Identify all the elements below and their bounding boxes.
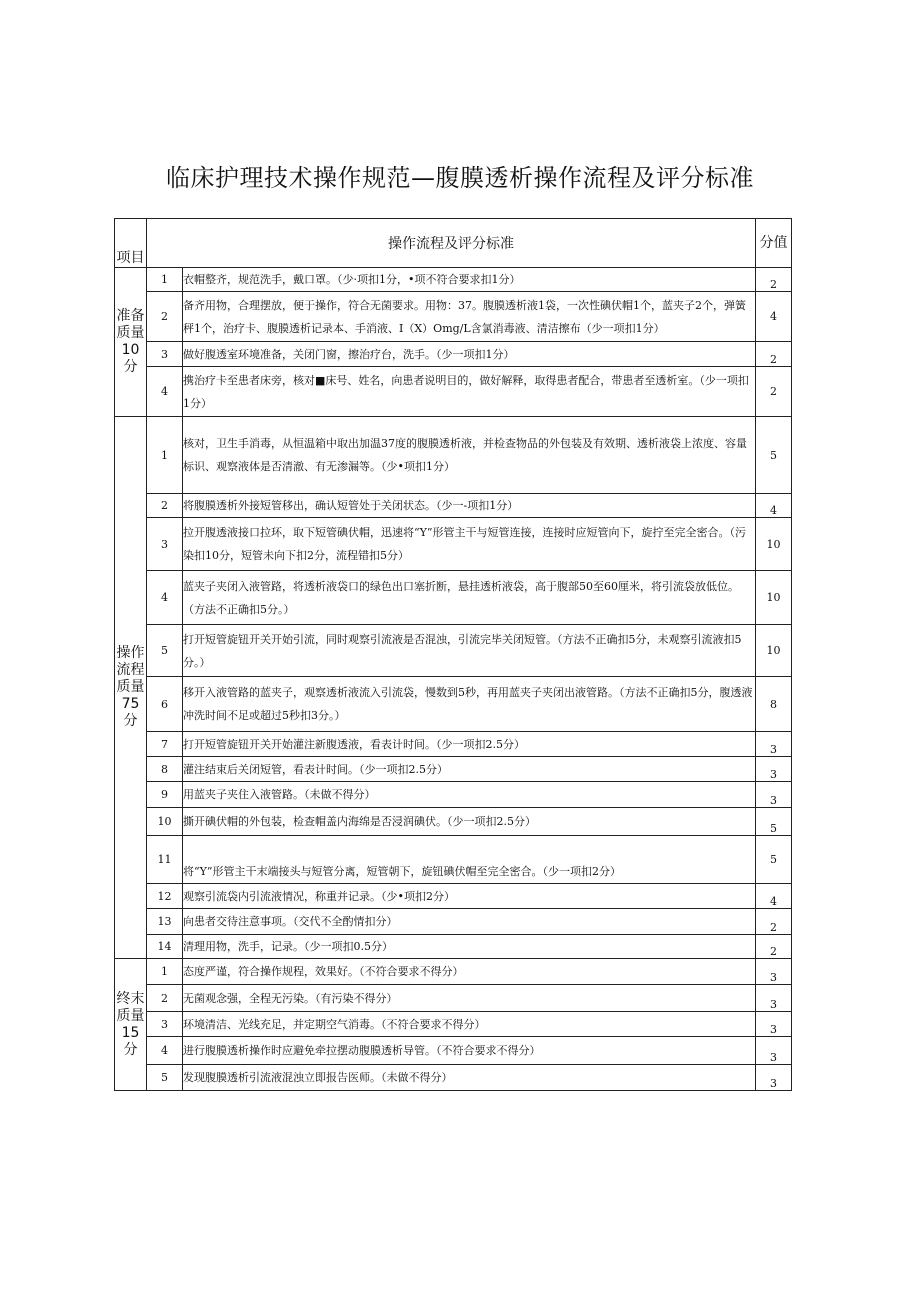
header-project: 项目 bbox=[115, 219, 147, 268]
item-number: 1 bbox=[147, 417, 183, 494]
item-number: 3 bbox=[147, 1012, 183, 1037]
item-number: 7 bbox=[147, 732, 183, 757]
table-row bbox=[115, 571, 792, 625]
item-description: 环境清洁、光线充足，并定期空气消毒。（不符合要求不得分） bbox=[183, 1012, 756, 1037]
item-description: 用蓝夹子夹住入液管路。（未做不得分） bbox=[183, 782, 756, 808]
item-score: 4 bbox=[756, 884, 792, 909]
item-score: 3 bbox=[756, 1065, 792, 1091]
item-score: 2 bbox=[756, 909, 792, 935]
section-label: 准备质量10分 bbox=[115, 268, 147, 417]
item-number: 2 bbox=[147, 494, 183, 518]
table-row bbox=[115, 935, 792, 959]
item-description: 发现腹膜透析引流液混浊立即报告医师。（未做不得分） bbox=[183, 1065, 756, 1091]
item-number: 9 bbox=[147, 782, 183, 808]
page-title: 临床护理技术操作规范—腹膜透析操作流程及评分标准 bbox=[166, 164, 754, 192]
item-score: 2 bbox=[756, 342, 792, 367]
item-description: 撕开碘伏帽的外包装，检查帽盖内海绵是否浸润碘伏。（少一项扣2.5分） bbox=[183, 808, 756, 836]
item-number: 8 bbox=[147, 757, 183, 782]
table-header-row bbox=[115, 219, 792, 268]
item-description: 进行腹膜透析操作时应避免牵拉摆动腹膜透析导管。（不符合要求不得分） bbox=[183, 1037, 756, 1065]
item-score: 3 bbox=[756, 1037, 792, 1065]
section-label: 操作流程质量75分 bbox=[115, 417, 147, 959]
table-row bbox=[115, 959, 792, 985]
item-score: 10 bbox=[756, 571, 792, 625]
table-row bbox=[115, 518, 792, 571]
item-number: 4 bbox=[147, 367, 183, 417]
item-description: 观察引流袋内引流液情况，称重并记录。（少•项扣2分） bbox=[183, 884, 756, 909]
item-number: 12 bbox=[147, 884, 183, 909]
item-score: 4 bbox=[756, 292, 792, 342]
item-score: 4 bbox=[756, 494, 792, 518]
item-description: 做好腹透室环境准备，关闭门窗，擦治疗台，洗手。（少一项扣1分） bbox=[183, 342, 756, 367]
item-description: 衣帽整齐，规范洗手，戴口罩。（少·项扣1分，•项不符合要求扣1分） bbox=[183, 268, 756, 292]
item-score: 10 bbox=[756, 625, 792, 677]
section-label: 终末质量15分 bbox=[115, 959, 147, 1091]
item-description: 移开入液管路的蓝夹子，观察透析液流入引流袋，慢数到5秒，再用蓝夹子夹闭出液管路。（方法不正确扣5分，腹透液冲洗时间不足或超过5秒扣3分。） bbox=[183, 677, 756, 732]
table-row bbox=[115, 268, 792, 292]
item-score: 10 bbox=[756, 518, 792, 571]
item-number: 1 bbox=[147, 959, 183, 985]
item-score: 3 bbox=[756, 782, 792, 808]
item-score: 3 bbox=[756, 959, 792, 985]
table-row bbox=[115, 292, 792, 342]
item-number: 5 bbox=[147, 625, 183, 677]
item-description: 打开短管旋钮开关开始引流，同时观察引流液是否混浊，引流完毕关闭短管。（方法不正确扣5分，未观察引流液扣5分。） bbox=[183, 625, 756, 677]
table-row bbox=[115, 808, 792, 836]
item-description: 将腹膜透析外接短管移出，确认短管处于关闭状态。（少一-项扣1分） bbox=[183, 494, 756, 518]
item-number: 11 bbox=[147, 836, 183, 884]
item-number: 4 bbox=[147, 571, 183, 625]
item-score: 3 bbox=[756, 757, 792, 782]
item-score: 2 bbox=[756, 367, 792, 417]
item-number: 3 bbox=[147, 518, 183, 571]
header-procedure: 操作流程及评分标准 bbox=[147, 219, 756, 268]
item-score: 3 bbox=[756, 1012, 792, 1037]
table-row bbox=[115, 757, 792, 782]
item-score: 5 bbox=[756, 808, 792, 836]
header-score: 分值 bbox=[756, 219, 792, 268]
table-row bbox=[115, 732, 792, 757]
item-score: 2 bbox=[756, 268, 792, 292]
item-description: 打开短管旋钮开关开始灌注新腹透液，看表计时间。（少一项扣2.5分） bbox=[183, 732, 756, 757]
item-score: 5 bbox=[756, 836, 792, 884]
item-description: 蓝夹子夹闭入液管路，将透析液袋口的绿色出口塞折断，悬挂透析液袋，高于腹部50至60厘米，将引流袋放低位。（方法不正确扣5分。） bbox=[183, 571, 756, 625]
item-number: 5 bbox=[147, 1065, 183, 1091]
item-description: 清理用物，洗手，记录。（少一项扣0.5分） bbox=[183, 935, 756, 959]
table-row bbox=[115, 367, 792, 417]
table-row bbox=[115, 625, 792, 677]
item-number: 3 bbox=[147, 342, 183, 367]
item-description: 态度严谨，符合操作规程，效果好。（不符合要求不得分） bbox=[183, 959, 756, 985]
item-number: 4 bbox=[147, 1037, 183, 1065]
table-row bbox=[115, 782, 792, 808]
item-description: 灌注结束后关闭短管，看表计时间。（少一项扣2.5分） bbox=[183, 757, 756, 782]
item-description: 无菌观念强，全程无污染。（有污染不得分） bbox=[183, 985, 756, 1012]
table-row bbox=[115, 1065, 792, 1091]
table-row bbox=[115, 1012, 792, 1037]
table-row bbox=[115, 909, 792, 935]
table-row bbox=[115, 677, 792, 732]
item-score: 5 bbox=[756, 417, 792, 494]
item-number: 2 bbox=[147, 292, 183, 342]
item-number: 13 bbox=[147, 909, 183, 935]
item-number: 14 bbox=[147, 935, 183, 959]
item-score: 8 bbox=[756, 677, 792, 732]
table-row bbox=[115, 836, 792, 884]
item-number: 2 bbox=[147, 985, 183, 1012]
item-score: 2 bbox=[756, 935, 792, 959]
table-row bbox=[115, 985, 792, 1012]
item-description: 核对，卫生手消毒，从恒温箱中取出加温37度的腹膜透析液，并检查物品的外包装及有效期、透析液袋上浓度、容量标识、观察液体是否清澈、有无渗漏等。（少•项扣1分） bbox=[183, 417, 756, 494]
scoring-table bbox=[114, 218, 792, 1091]
item-score: 3 bbox=[756, 732, 792, 757]
item-score: 3 bbox=[756, 985, 792, 1012]
item-description: 拉开腹透液接口拉环，取下短管碘伏帽，迅速将“Y”形管主干与短管连接，连接时应短管向下，旋拧至完全密合。（污染扣10分，短管未向下扣2分，流程错扣5分） bbox=[183, 518, 756, 571]
table-row bbox=[115, 342, 792, 367]
item-description: 向患者交待注意事项。（交代不全酌情扣分） bbox=[183, 909, 756, 935]
item-description: 携治疗卡至患者床旁，核对■床号、姓名，向患者说明目的，做好解释，取得患者配合，带患者至透析室。（少一项扣1分） bbox=[183, 367, 756, 417]
table-row bbox=[115, 417, 792, 494]
table-row bbox=[115, 494, 792, 518]
item-number: 6 bbox=[147, 677, 183, 732]
table-row bbox=[115, 1037, 792, 1065]
item-number: 10 bbox=[147, 808, 183, 836]
table-row bbox=[115, 884, 792, 909]
item-number: 1 bbox=[147, 268, 183, 292]
item-description: 将“Y”形管主干末端接头与短管分离，短管朝下，旋钮碘伏帽至完全密合。（少一项扣2分） bbox=[183, 836, 756, 884]
item-description: 备齐用物，合理摆放，便于操作，符合无菌要求。用物：37。腹膜透析液1袋，一次性碘伏帽1个，蓝夹子2个，弹簧秤1个，治疗卡、腹膜透析记录本、手消液、I（X）Omg/L含氯消毒液、清洁擦布（少一项扣1分） bbox=[183, 292, 756, 342]
